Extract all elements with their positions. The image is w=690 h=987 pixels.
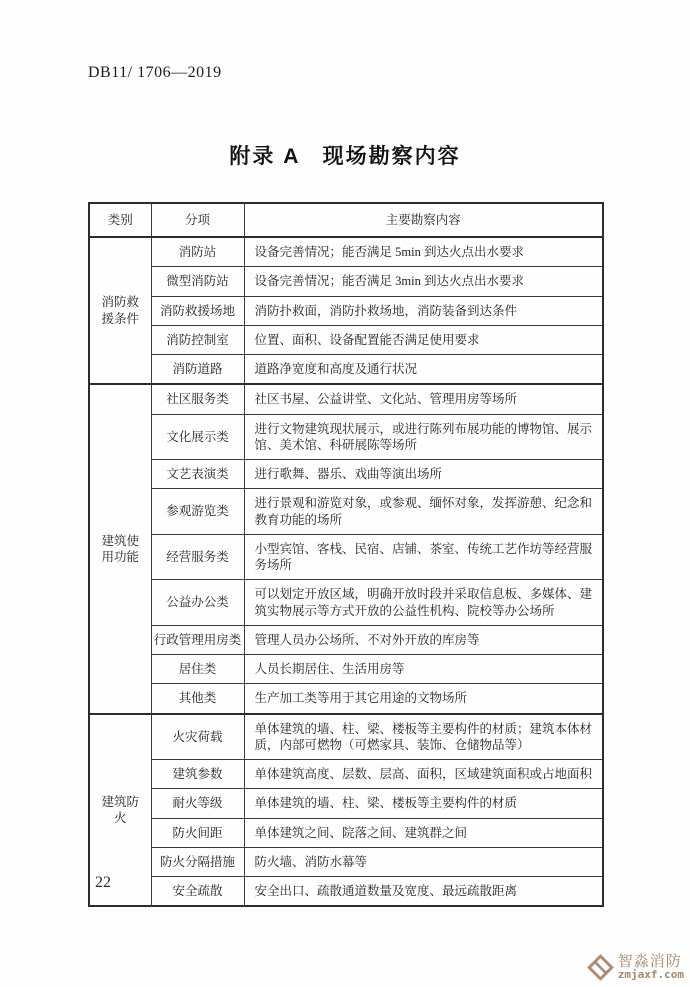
content-cell: 防火墙、消防水幕等 bbox=[244, 847, 603, 876]
table-row bbox=[89, 296, 603, 325]
table-row bbox=[89, 847, 603, 876]
subitem-cell: 文艺表演类 bbox=[151, 460, 244, 489]
content-cell: 单体建筑的墙、柱、梁、楼板等主要构件的材质；建筑本体材质，内部可燃物（可燃家具、装饰、仓储物品等） bbox=[244, 714, 603, 760]
category-cell: 建筑使用功能 bbox=[89, 384, 151, 713]
table-row bbox=[89, 355, 603, 385]
table-row bbox=[89, 384, 603, 414]
table-row bbox=[89, 877, 603, 907]
table-header-row bbox=[89, 203, 603, 237]
content-cell: 设备完善情况；能否满足 3min 到达火点出水要求 bbox=[244, 267, 603, 296]
table-row bbox=[89, 534, 603, 580]
table-row bbox=[89, 625, 603, 654]
subitem-cell: 经营服务类 bbox=[151, 534, 244, 580]
subitem-cell: 消防救援场地 bbox=[151, 296, 244, 325]
subitem-cell: 耐火等级 bbox=[151, 789, 244, 818]
subitem-cell: 消防站 bbox=[151, 237, 244, 267]
brand-text-block bbox=[618, 954, 684, 981]
subitem-cell: 社区服务类 bbox=[151, 384, 244, 414]
subitem-cell: 安全疏散 bbox=[151, 877, 244, 907]
content-cell: 生产加工类等用于其它用途的文物场所 bbox=[244, 684, 603, 714]
survey-table bbox=[88, 202, 604, 907]
table-row bbox=[89, 818, 603, 847]
content-cell: 位置、面积、设备配置能否满足使用要求 bbox=[244, 325, 603, 354]
table-row bbox=[89, 580, 603, 626]
subitem-cell: 文化展示类 bbox=[151, 414, 244, 460]
content-cell: 安全出口、疏散通道数量及宽度、最远疏散距离 bbox=[244, 877, 603, 907]
subitem-cell: 防火间距 bbox=[151, 818, 244, 847]
table-row bbox=[89, 684, 603, 714]
table-row bbox=[89, 489, 603, 535]
table-row bbox=[89, 760, 603, 789]
subitem-cell: 防火分隔措施 bbox=[151, 847, 244, 876]
content-cell: 可以划定开放区域，明确开放时段并采取信息板、多媒体、建筑实物展示等方式开放的公益性机构、院校等办公场所 bbox=[244, 580, 603, 626]
content-cell: 道路净宽度和高度及通行状况 bbox=[244, 355, 603, 385]
table-row bbox=[89, 714, 603, 760]
table-row bbox=[89, 267, 603, 296]
table-row bbox=[89, 414, 603, 460]
content-cell: 小型宾馆、客栈、民宿、店铺、茶室、传统工艺作坊等经营服务场所 bbox=[244, 534, 603, 580]
subitem-cell: 行政管理用房类 bbox=[151, 625, 244, 654]
content-cell: 单体建筑的墙、柱、梁、楼板等主要构件的材质 bbox=[244, 789, 603, 818]
table-row bbox=[89, 237, 603, 267]
table-row bbox=[89, 325, 603, 354]
subitem-cell: 微型消防站 bbox=[151, 267, 244, 296]
page-title: 附录 A 现场勘察内容 bbox=[229, 145, 461, 168]
page-number: 22 bbox=[95, 874, 111, 891]
subitem-cell: 消防控制室 bbox=[151, 325, 244, 354]
col-header-category: 类别 bbox=[89, 203, 151, 237]
col-header-content: 主要勘察内容 bbox=[244, 203, 603, 237]
doc-code: DB11/ 1706—2019 bbox=[88, 64, 222, 81]
content-cell: 管理人员办公场所、不对外开放的库房等 bbox=[244, 625, 603, 654]
content-cell: 单体建筑高度、层数、层高、面积，区域建筑面积或占地面积 bbox=[244, 760, 603, 789]
category-cell: 消防救援条件 bbox=[89, 237, 151, 384]
col-header-subitem: 分项 bbox=[151, 203, 244, 237]
content-cell: 单体建筑之间、院落之间、建筑群之间 bbox=[244, 818, 603, 847]
brand-name: 智淼消防 bbox=[617, 952, 682, 970]
subitem-cell: 公益办公类 bbox=[151, 580, 244, 626]
table-row bbox=[89, 460, 603, 489]
subitem-cell: 居住类 bbox=[151, 655, 244, 684]
subitem-cell: 其他类 bbox=[151, 684, 244, 714]
content-cell: 进行歌舞、器乐、戏曲等演出场所 bbox=[244, 460, 603, 489]
content-cell: 社区书屋、公益讲堂、文化站、管理用房等场所 bbox=[244, 384, 603, 414]
content-cell: 消防扑救面，消防扑救场地，消防装备到达条件 bbox=[244, 296, 603, 325]
brand-site: zmjaxf.com bbox=[617, 968, 684, 982]
subitem-cell: 消防道路 bbox=[151, 355, 244, 385]
brand-logo-icon bbox=[587, 954, 614, 981]
survey-table-body bbox=[89, 237, 603, 906]
content-cell: 进行文物建筑现状展示，或进行陈列布展功能的博物馆、展示馆、美术馆、科研展陈等场所 bbox=[244, 414, 603, 460]
subitem-cell: 参观游览类 bbox=[151, 489, 244, 535]
subitem-cell: 建筑参数 bbox=[151, 760, 244, 789]
subitem-cell: 火灾荷载 bbox=[151, 714, 244, 760]
content-cell: 进行景观和游览对象，或参观、缅怀对象，发挥游憩、纪念和教育功能的场所 bbox=[244, 489, 603, 535]
content-cell: 设备完善情况；能否满足 5min 到达火点出水要求 bbox=[244, 237, 603, 267]
table-row bbox=[89, 655, 603, 684]
table-row bbox=[89, 789, 603, 818]
category-cell: 建筑防火 bbox=[89, 714, 151, 907]
brand-watermark bbox=[587, 954, 684, 981]
content-cell: 人员长期居住、生活用房等 bbox=[244, 655, 603, 684]
